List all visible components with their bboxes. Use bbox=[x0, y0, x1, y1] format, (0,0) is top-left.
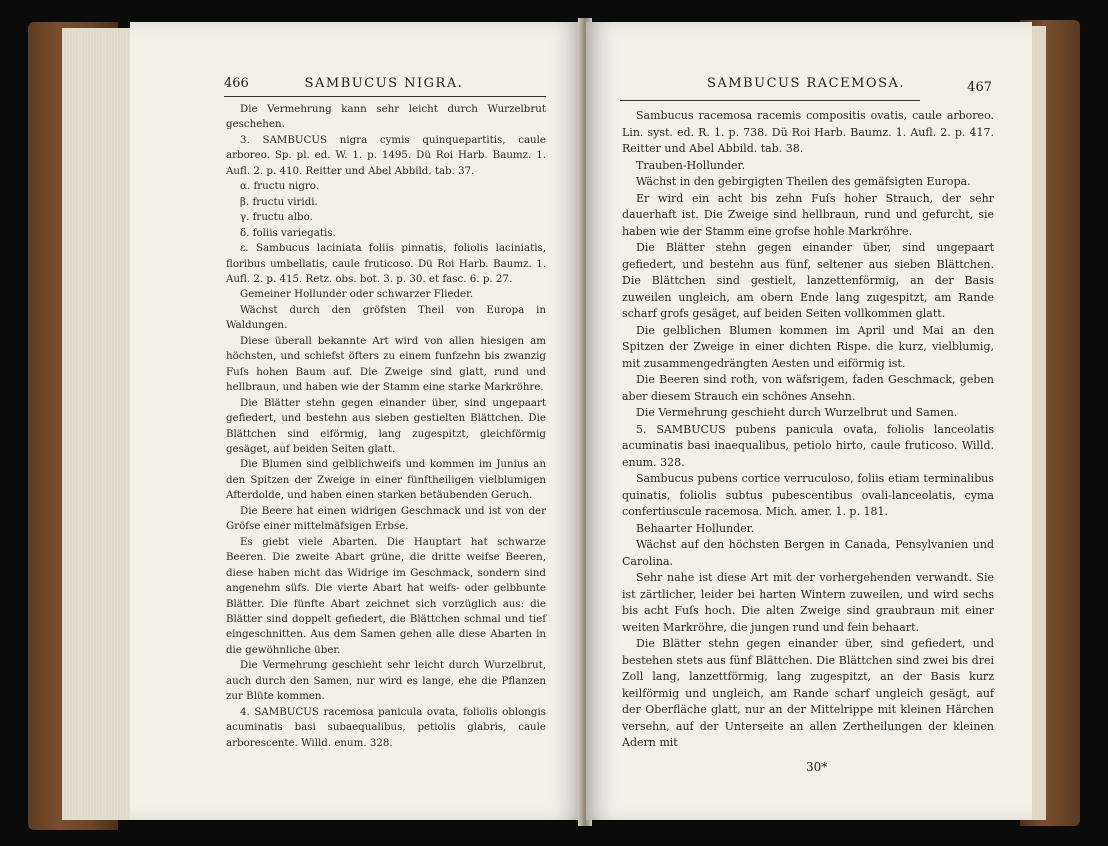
right-page-body bbox=[622, 108, 994, 752]
paragraph: Die Vermehrung geschieht durch Wurzelbrut und Samen. bbox=[636, 406, 958, 419]
paragraph: Sambucus pubens cortice verruculoso, foliis etiam terminalibus quinatis, foliolis subtus pubescentibus ovali-lanceolatis, cyma confertiuscule racemosa. Mich. amer. 1. p. 181. bbox=[622, 472, 994, 518]
paragraph: Wächst auf den höchsten Bergen in Canada, Pensylvanien und Carolina. bbox=[622, 538, 994, 568]
left-page-body bbox=[226, 102, 546, 751]
left-header-rule bbox=[224, 96, 546, 97]
paragraph: Diese überall bekannte Art wird von allen hiesigen am höchsten, und schiefst öfters zu einem funfzehn bis zwanzig Fuſs hohen Baum auf. Die Zweige sind glatt, rund und hellbraun, und haben wie der Stamm eine starke Markröhre. bbox=[226, 334, 546, 394]
paragraph: Wächst durch den gröfsten Theil von Europa in Waldungen. bbox=[226, 303, 546, 332]
paragraph: Die Blätter stehn gegen einander über, sind ungepaart gefiedert, und bestehn aus sieben gestielten Blättchen. Die Blättchen sind eiförmig, lang zugespitzt, gleichförmig gesäget, auf beiden Seiten glatt. bbox=[226, 396, 546, 455]
paragraph: β. fructu viridi. bbox=[240, 195, 318, 208]
right-running-title: SAMBUCUS RACEMOSA. bbox=[706, 76, 906, 91]
right-page bbox=[586, 22, 1032, 820]
right-page-number: 467 bbox=[967, 80, 992, 95]
paragraph: Sambucus racemosa racemis compositis ovatis, caule arboreo. Lin. syst. ed. R. 1. p. 738. Dü Roi Harb. Baumz. 1. Aufl. 2. p. 417. Reitter und Abel Abbild. tab. 38. bbox=[622, 109, 994, 155]
paragraph: Sehr nahe ist diese Art mit der vorhergehenden verwandt. Sie ist zärtlicher, leider bei harten Wintern zuweilen, und wird sechs bis acht Fuſs hoch. Die alten Zweige sind graubraun mit einer weiten Markröhre, die jungen rund und fein behaart. bbox=[622, 571, 994, 634]
paragraph: 3. SAMBUCUS nigra cymis quinquepartitis, caule arboreo. Sp. pl. ed. W. 1. p. 1495. Dü Roi Harb. Baumz. 1. Aufl. 2. p. 410. Reitter und Abel Abbild. tab. 37. bbox=[226, 133, 546, 177]
paragraph: Wächst in den gebirgigten Theilen des gemäfsigten Europa. bbox=[636, 175, 971, 188]
paragraph: 4. SAMBUCUS racemosa panicula ovata, foliolis oblongis acuminatis basi subaequalibus, petiolis glabris, caule arborescente. Willd. enum. 328. bbox=[226, 705, 546, 749]
paragraph: Die Vermehrung geschieht sehr leicht durch Wurzelbrut, auch durch den Samen, nur wird es lange, ehe die Pflanzen zur Blüte kommen. bbox=[226, 659, 546, 703]
paragraph: γ. fructu albo. bbox=[240, 211, 313, 224]
paragraph: Er wird ein acht bis zehn Fuſs hoher Strauch, der sehr dauerhaft ist. Die Zweige sind hellbraun, rund und gefurcht, sie haben wie der Stamm eine grofse hohle Markröhre. bbox=[622, 191, 994, 238]
paragraph: 5. SAMBUCUS pubens panicula ovata, foliolis lanceolatis acuminatis basi inaequalibus, petiolo hirto, caule fruticoso. Willd. enum. 328. bbox=[622, 422, 994, 469]
paragraph: Die Vermehrung kann sehr leicht durch Wurzelbrut geschehen. bbox=[226, 103, 546, 131]
signature-mark: 30* bbox=[806, 760, 828, 774]
paragraph: Die Blätter stehn gegen einander über, sind gefiedert, und bestehen stets aus fünf Blättchen. Die Blättchen sind zwei bis drei Zoll lang, lanzettförmig, lang zugespitzt, an der Basis kurz keilförmig und ungleich, am Rande scharf ungleich gesägt, auf der Oberfläche glatt, nur an der Mittelrippe mit kleinen Härchen versehn, auf der Unterseite an allen Zertheilungen der kleinen Adern mit bbox=[622, 637, 994, 749]
paragraph: Behaarter Hollunder. bbox=[636, 521, 755, 535]
left-running-head bbox=[224, 76, 544, 94]
right-running-head bbox=[620, 76, 992, 94]
paragraph: Gemeiner Hollunder oder schwarzer Flieder. bbox=[240, 288, 474, 301]
paragraph: Die Beeren sind roth, von wäfsrigem, faden Geschmack, geben aber diesem Strauch ein schönes Ansehn. bbox=[622, 373, 994, 403]
paragraph: δ. foliis variegatis. bbox=[240, 226, 336, 239]
left-page-number: 466 bbox=[224, 76, 249, 91]
right-header-rule bbox=[620, 100, 920, 101]
paragraph: Es giebt viele Abarten. Die Hauptart hat schwarze Beeren. Die zweite Abart grüne, die dritte weifse Beeren, diese haben nicht das Widrige im Geschmack, sondern sind angenehm süfs. Die vierte Abart hat weifs- oder gelbbunte Blätter. Die fünfte Abart zeichnet sich vorzüglich aus: die Blätter sind doppelt gefiedert, die Blättchen schmal und tief eingeschnitten. Aus dem Samen gehen alle diese Abarten in die gewöhnliche über. bbox=[226, 535, 546, 656]
paragraph: α. fructu nigro. bbox=[240, 180, 320, 193]
left-page bbox=[130, 22, 582, 820]
left-running-title: SAMBUCUS NIGRA. bbox=[304, 76, 464, 91]
paragraph: Die Blumen sind gelblichweifs und kommen im Junius an den Spitzen der Zweige in einer fünftheiligen vielblumigen Afterdolde, und haben einen starken betäubenden Geruch. bbox=[226, 458, 546, 502]
paragraph: ε. Sambucus laciniata foliis pinnatis, foliolis laciniatis, floribus umbellatis, caule fruticoso. Dü Roi Harb. Baumz. 1. Aufl. 2. p. 415. Retz. obs. bot. 3. p. 30. et fasc. 6. p. 27. bbox=[226, 242, 546, 285]
paragraph: Die gelblichen Blumen kommen im April und Mai an den Spitzen der Zweige in einer dichten Rispe. die kurz, vielblumig, mit zusammengedrängten Aesten und eiförmig ist. bbox=[622, 323, 994, 370]
paragraph: Die Beere hat einen widrigen Geschmack und ist von der Gröfse einer mittelmäfsigen Erbse. bbox=[226, 504, 546, 533]
paragraph: Die Blätter stehn gegen einander über, sind ungepaart gefiedert, und bestehn aus fünf, seltener aus sieben Blättchen. Die Blättchen sind gestielt, lanzettenförmig, an der Basis zuweilen ungleich, am obern Ende lang zugespitzt, am Rande scharf grofs gesäget, auf beiden Seiten vollkommen glatt. bbox=[622, 241, 994, 320]
paragraph: Trauben-Hollunder. bbox=[636, 158, 746, 172]
